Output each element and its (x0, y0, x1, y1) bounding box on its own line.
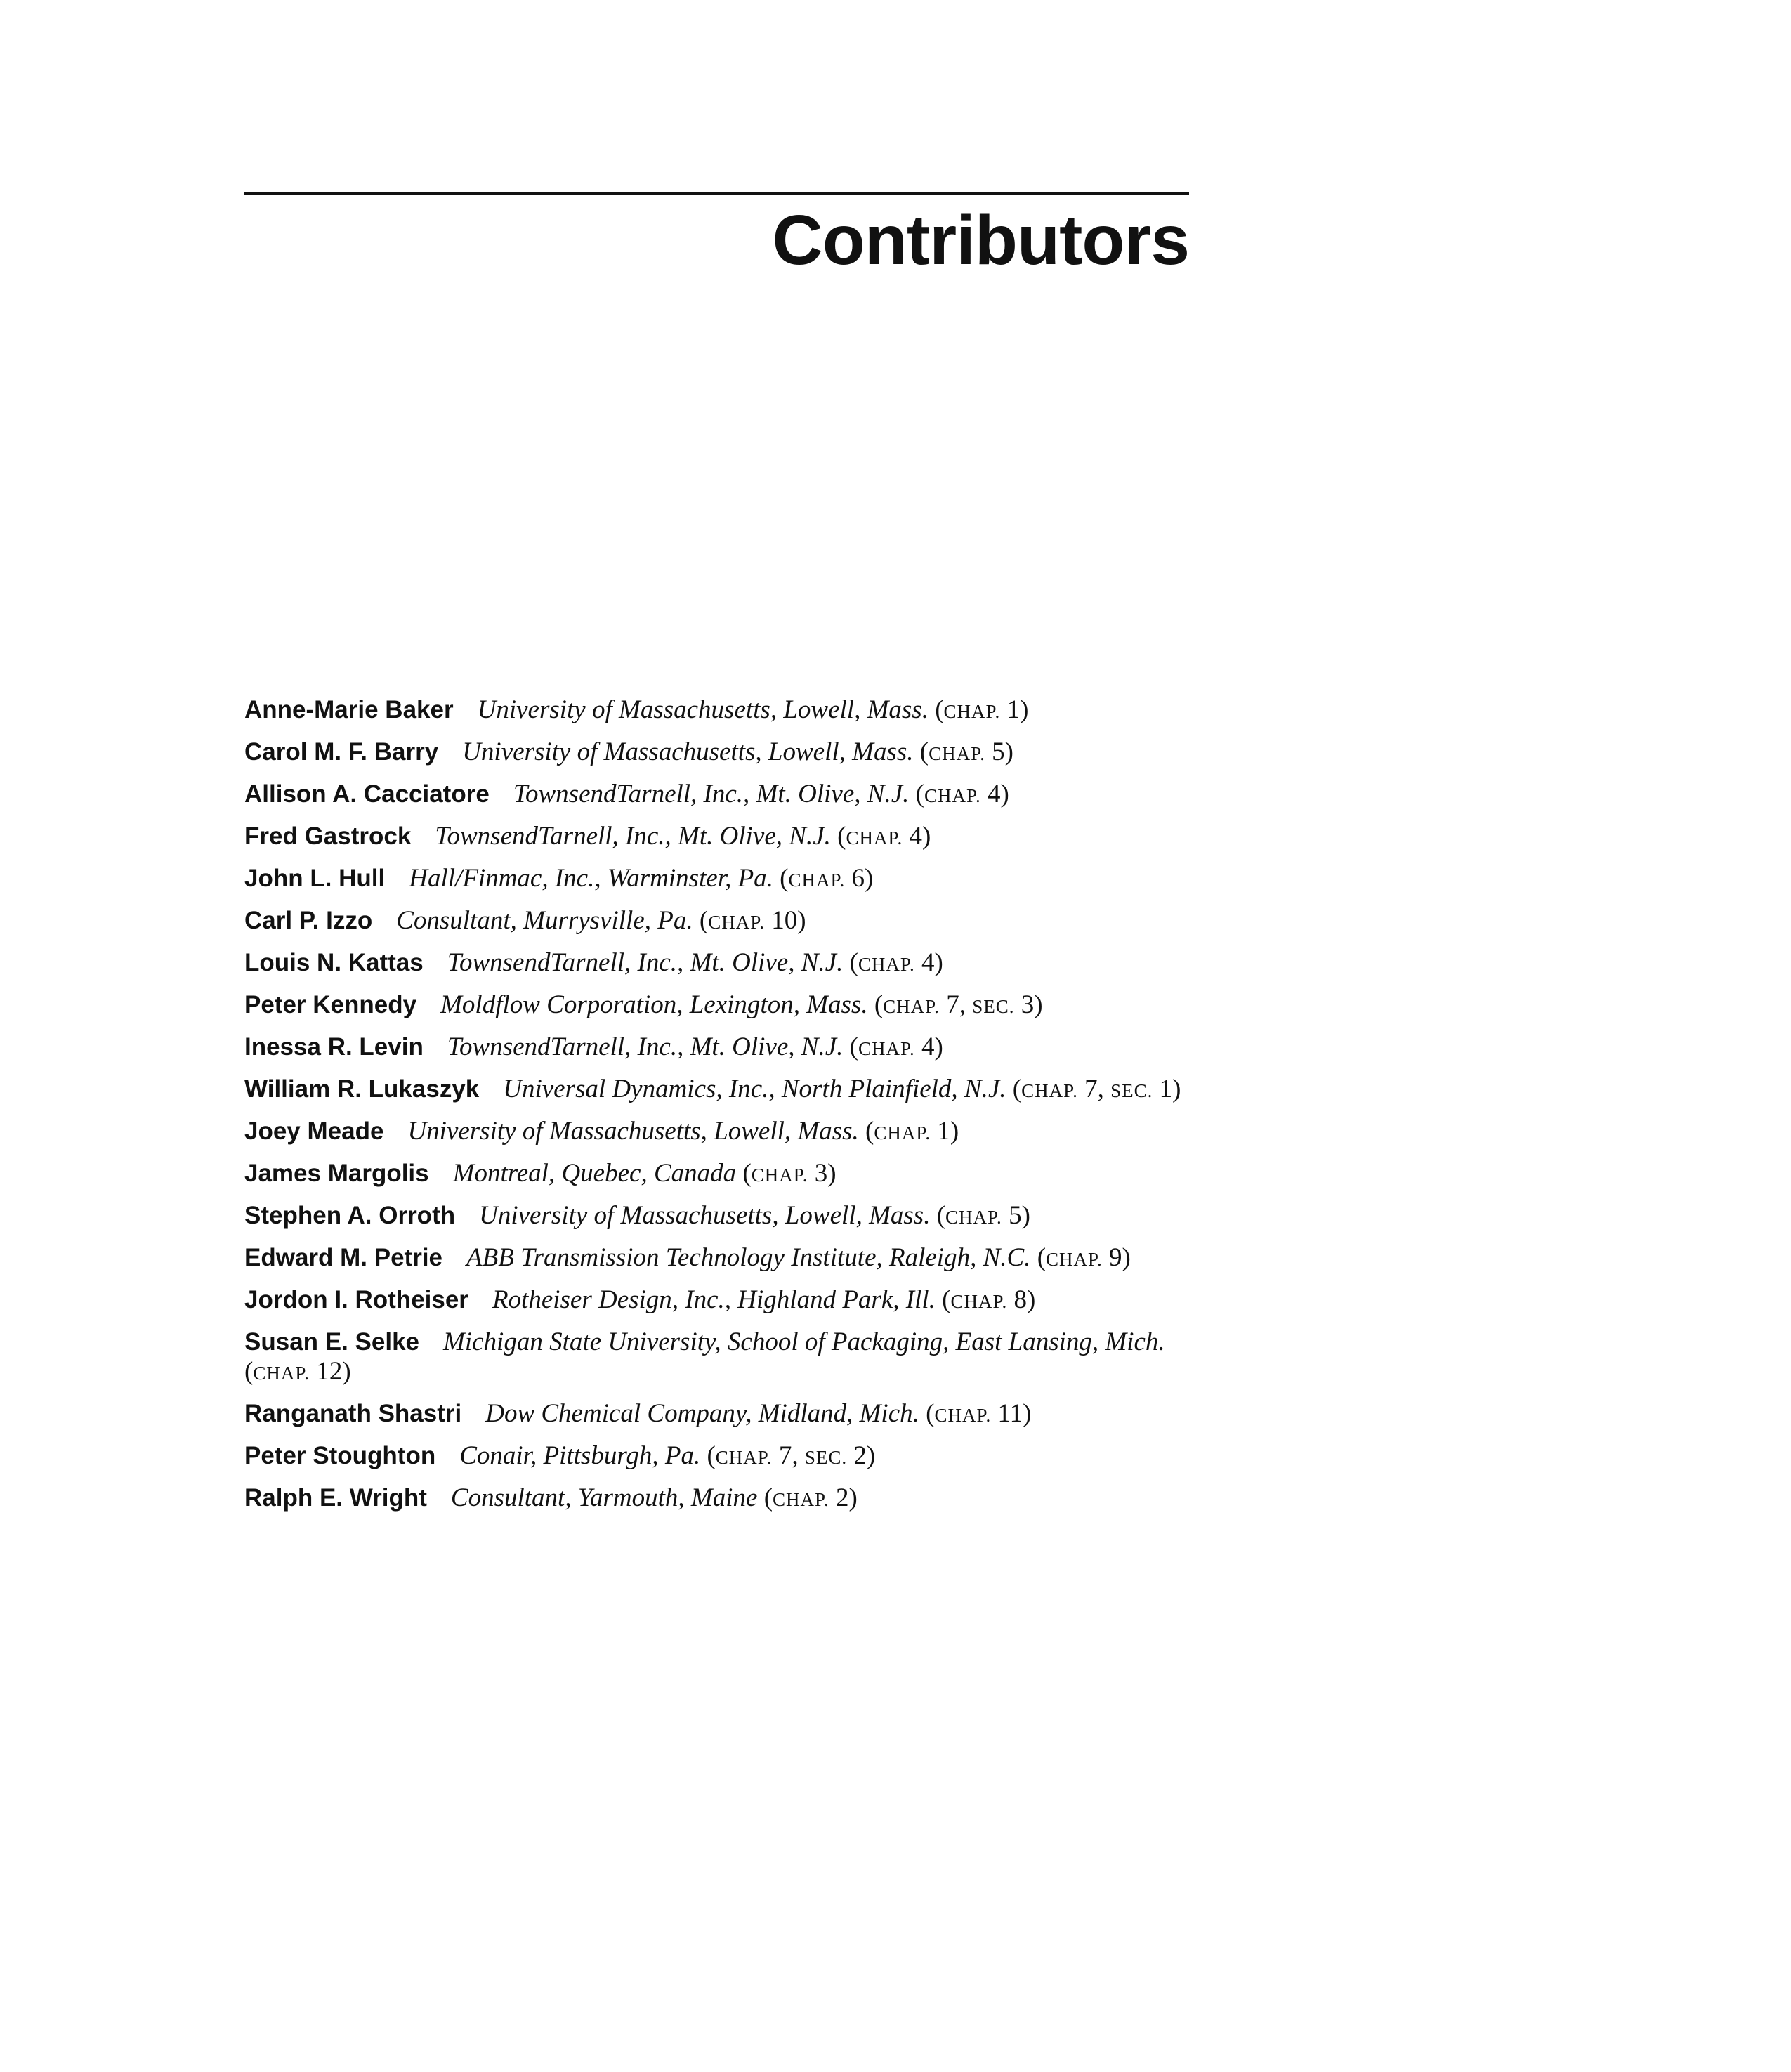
chapter-reference: (CHAP. 7, SEC. 2) (707, 1441, 876, 1470)
contributor-affiliation: ABB Transmission Technology Institute, Raleigh, N.C. (466, 1243, 1031, 1272)
contributor-affiliation: Hall/Finmac, Inc., Warminster, Pa. (409, 864, 773, 893)
chapter-number: 7 (778, 1441, 792, 1470)
contributor-entry (244, 1032, 1189, 1063)
chapter-reference: (CHAP. 5) (919, 737, 1013, 766)
chapter-number: 4 (909, 822, 922, 851)
chapter-reference: (CHAP. 3) (742, 1159, 837, 1188)
chapter-reference: (CHAP. 10) (699, 906, 806, 935)
contributor-entry (244, 1159, 1189, 1190)
chapter-number: 4 (921, 1032, 935, 1061)
contributor-name: William R. Lukaszyk (244, 1075, 480, 1103)
contributor-name: Anne-Marie Baker (244, 696, 454, 723)
chapter-reference: (CHAP. 4) (837, 822, 931, 851)
chapter-number: 7 (1084, 1075, 1098, 1103)
contributor-entry (244, 737, 1189, 768)
contributor-affiliation: University of Massachusetts, Lowell, Mass. (479, 1201, 931, 1230)
chapter-reference: (CHAP. 6) (780, 864, 874, 893)
contributor-entry (244, 1075, 1189, 1106)
contributor-entry (244, 1327, 1189, 1388)
contributor-affiliation: Moldflow Corporation, Lexington, Mass. (440, 990, 868, 1019)
chapter-reference: (CHAP. 11) (926, 1399, 1032, 1428)
contributor-name: John L. Hull (244, 865, 386, 892)
chapter-number: 2 (836, 1483, 849, 1512)
contributor-affiliation: Consultant, Murrysville, Pa. (396, 906, 693, 935)
contributor-entry (244, 1201, 1189, 1232)
contributor-affiliation: University of Massachusetts, Lowell, Mass. (477, 695, 929, 724)
contributor-entry (244, 695, 1189, 726)
contributor-name: Inessa R. Levin (244, 1033, 424, 1061)
contributor-entry (244, 1399, 1189, 1430)
contributor-affiliation: TownsendTarnell, Inc., Mt. Olive, N.J. (435, 822, 831, 851)
chapter-reference: (CHAP. 9) (1037, 1243, 1131, 1272)
contributor-name: Stephen A. Orroth (244, 1202, 456, 1229)
chapter-reference: (CHAP. 7, SEC. 1) (1012, 1075, 1181, 1103)
contributor-affiliation: TownsendTarnell, Inc., Mt. Olive, N.J. (447, 948, 844, 977)
chapter-reference: (CHAP. 4) (915, 780, 1009, 808)
contributor-name: James Margolis (244, 1160, 429, 1187)
chapter-reference: (CHAP. 8) (942, 1285, 1036, 1314)
contributor-name: Susan E. Selke (244, 1328, 420, 1356)
chapter-reference: (CHAP. 2) (763, 1483, 858, 1512)
contributor-affiliation: Conair, Pittsburgh, Pa. (459, 1441, 701, 1470)
chapter-reference: (CHAP. 7, SEC. 3) (874, 990, 1043, 1019)
contributor-name: Fred Gastrock (244, 822, 412, 850)
contributor-affiliation: Dow Chemical Company, Midland, Mich. (485, 1399, 919, 1428)
chapter-number: 7 (946, 990, 959, 1019)
chapter-number: 1 (937, 1117, 950, 1146)
chapter-number: 1 (1006, 695, 1021, 724)
contributor-affiliation: University of Massachusetts, Lowell, Mass. (407, 1117, 859, 1146)
chapter-number: 3 (814, 1159, 828, 1188)
contributor-entry (244, 1441, 1189, 1472)
chapter-number: 5 (1009, 1201, 1022, 1230)
contributor-name: Edward M. Petrie (244, 1244, 443, 1271)
contributor-affiliation: Consultant, Yarmouth, Maine (450, 1483, 758, 1512)
contributor-affiliation: Universal Dynamics, Inc., North Plainfield, N.J. (503, 1075, 1006, 1103)
contributor-list (244, 695, 1189, 1526)
contributor-entry (244, 990, 1189, 1021)
contributor-name: Carl P. Izzo (244, 907, 373, 934)
contributor-name: Louis N. Kattas (244, 949, 424, 976)
chapter-number: 9 (1109, 1243, 1122, 1272)
contributor-affiliation: University of Massachusetts, Lowell, Mass. (462, 737, 914, 766)
chapter-reference: (CHAP. 4) (849, 1032, 943, 1061)
contributor-entry (244, 822, 1189, 853)
contributor-entry (244, 948, 1189, 979)
contributor-entry (244, 1243, 1189, 1274)
chapter-number: 4 (988, 780, 1001, 808)
chapter-reference: (CHAP. 1) (865, 1117, 959, 1146)
contributor-name: Allison A. Cacciatore (244, 780, 490, 808)
contributor-name: Jordon I. Rotheiser (244, 1286, 468, 1313)
contributor-name: Joey Meade (244, 1117, 384, 1145)
chapter-reference: (CHAP. 12) (244, 1357, 351, 1386)
contributor-entry (244, 780, 1189, 811)
section-number: 1 (1159, 1075, 1173, 1103)
chapter-number: 6 (851, 864, 865, 893)
contributor-entry (244, 1117, 1189, 1148)
contributor-name: Peter Stoughton (244, 1442, 436, 1469)
chapter-number: 12 (316, 1357, 343, 1386)
contributor-entry (244, 906, 1189, 937)
contributor-entry (244, 1285, 1189, 1316)
page-title: Contributors (772, 201, 1189, 280)
chapter-number: 11 (997, 1399, 1023, 1428)
section-number: 2 (853, 1441, 867, 1470)
chapter-number: 8 (1013, 1285, 1027, 1314)
contributor-affiliation: TownsendTarnell, Inc., Mt. Olive, N.J. (447, 1032, 844, 1061)
contributor-name: Ralph E. Wright (244, 1484, 427, 1512)
chapter-number: 4 (921, 948, 935, 977)
contributor-affiliation: TownsendTarnell, Inc., Mt. Olive, N.J. (513, 780, 910, 808)
title-rule (244, 192, 1189, 195)
section-number: 3 (1021, 990, 1035, 1019)
chapter-reference: (CHAP. 1) (935, 695, 1029, 724)
chapter-number: 5 (992, 737, 1005, 766)
chapter-reference: (CHAP. 4) (849, 948, 943, 977)
contributor-affiliation: Michigan State University, School of Packaging, East Lansing, Mich. (443, 1327, 1165, 1356)
contributor-affiliation: Montreal, Quebec, Canada (452, 1159, 737, 1188)
chapter-reference: (CHAP. 5) (936, 1201, 1030, 1230)
contributor-name: Ranganath Shastri (244, 1400, 462, 1427)
contributor-name: Peter Kennedy (244, 991, 417, 1018)
contributor-entry (244, 864, 1189, 895)
contributor-name: Carol M. F. Barry (244, 738, 439, 766)
contributor-entry (244, 1483, 1189, 1514)
chapter-number: 10 (771, 906, 798, 935)
contributor-affiliation: Rotheiser Design, Inc., Highland Park, Ill. (492, 1285, 936, 1314)
